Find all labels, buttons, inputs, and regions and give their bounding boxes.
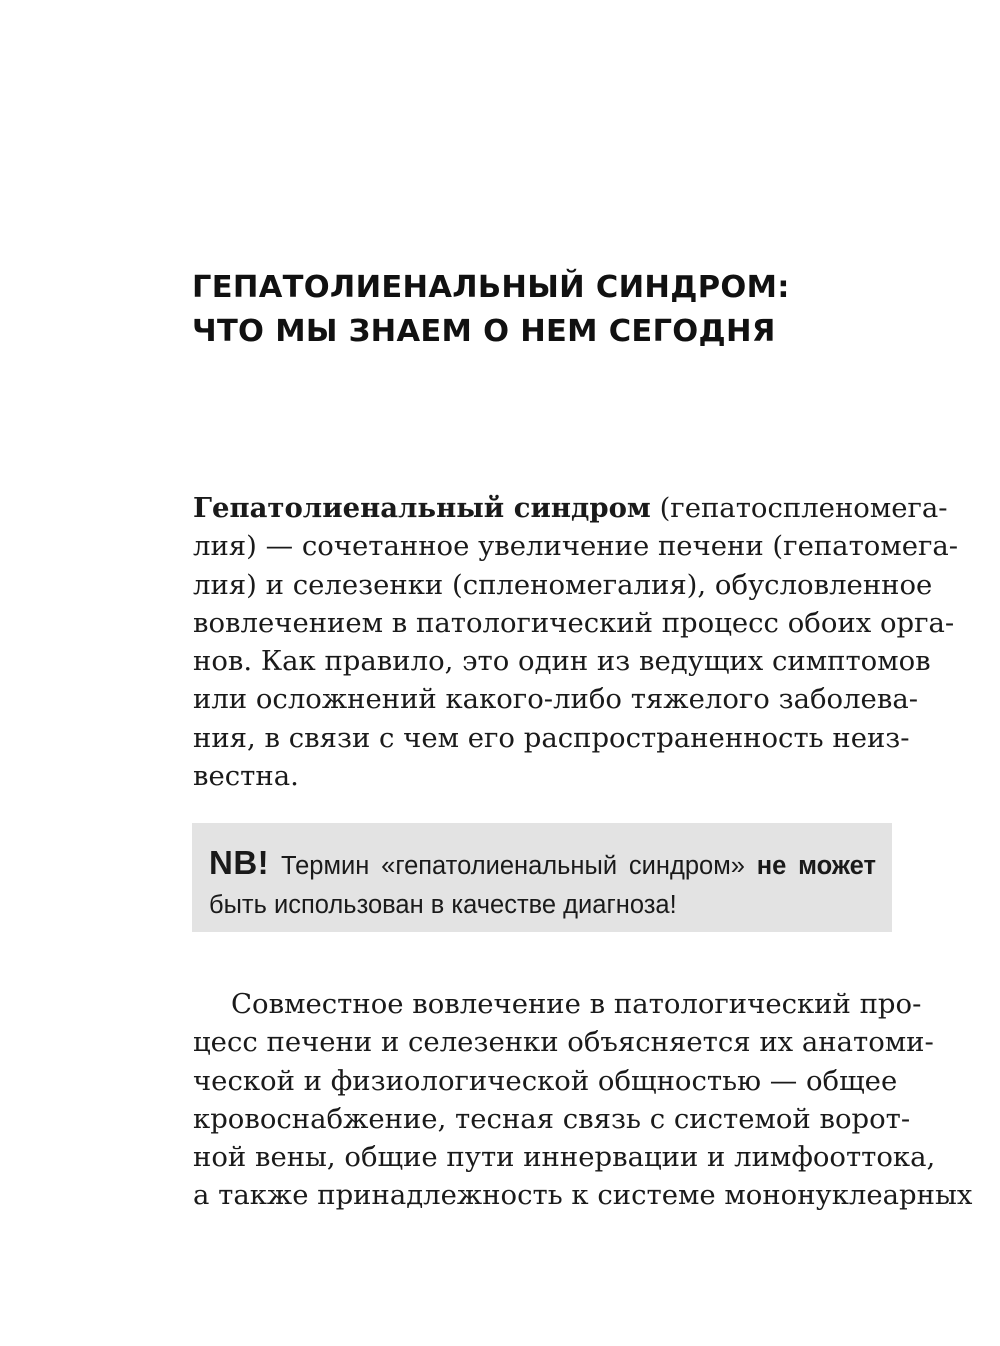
paragraph-line: цесс печени и селезенки объясняется их анатоми- — [193, 1026, 934, 1059]
chapter-title-line-1: ГЕПАТОЛИЕНАЛЬНЫЙ СИНДРОМ: — [192, 270, 790, 305]
term-hepatolienal-syndrome: Гепатолиенальный синдром — [193, 492, 651, 524]
paragraph-line: нов. Как правило, это один из ведущих симптомов — [193, 645, 931, 678]
paragraph-line: а также принадлежность к системе мононуклеарных — [193, 1179, 973, 1212]
paragraph-line — [193, 489, 948, 527]
paragraph-line: лия) — сочетанное увеличение печени (гепатомега- — [193, 530, 959, 563]
paragraph-line: кровоснабжение, тесная связь с системой ворот- — [193, 1102, 911, 1135]
nb-mark: NB! — [209, 844, 270, 881]
paragraph-line: ния, в связи с чем его распространенность неиз- — [193, 721, 910, 754]
nb-text: Термин «гепатолиенальный синдром» — [269, 852, 757, 880]
paragraph-definition — [193, 489, 959, 795]
paragraph-line: Совместное вовлечение в патологический про- — [231, 988, 922, 1020]
paragraph-anatomy — [193, 985, 973, 1215]
paragraph-line: вовлечением в патологический процесс обоих орга- — [193, 606, 955, 639]
nb-emphasis: не может — [756, 852, 876, 880]
paragraph-line: ческой и физиологической общностью — общее — [193, 1064, 898, 1097]
paragraph-line-text: (гепатоспленомега- — [650, 492, 948, 524]
chapter-title-line-2: ЧТО МЫ ЗНАЕМ О НЕМ СЕГОДНЯ — [192, 314, 776, 349]
paragraph-line: вестна. — [193, 760, 299, 793]
nb-line-1 — [209, 843, 876, 886]
paragraph-line: или осложнений какого-либо тяжелого заболева- — [193, 683, 919, 716]
chapter-title — [192, 266, 912, 354]
nb-callout — [192, 823, 892, 932]
paragraph-line: лия) и селезенки (спленомегалия), обусловленное — [193, 568, 933, 601]
nb-line-2: быть использован в качестве диагноза! — [209, 891, 677, 919]
paragraph-line: ной вены, общие пути иннервации и лимфооттока, — [193, 1141, 936, 1174]
